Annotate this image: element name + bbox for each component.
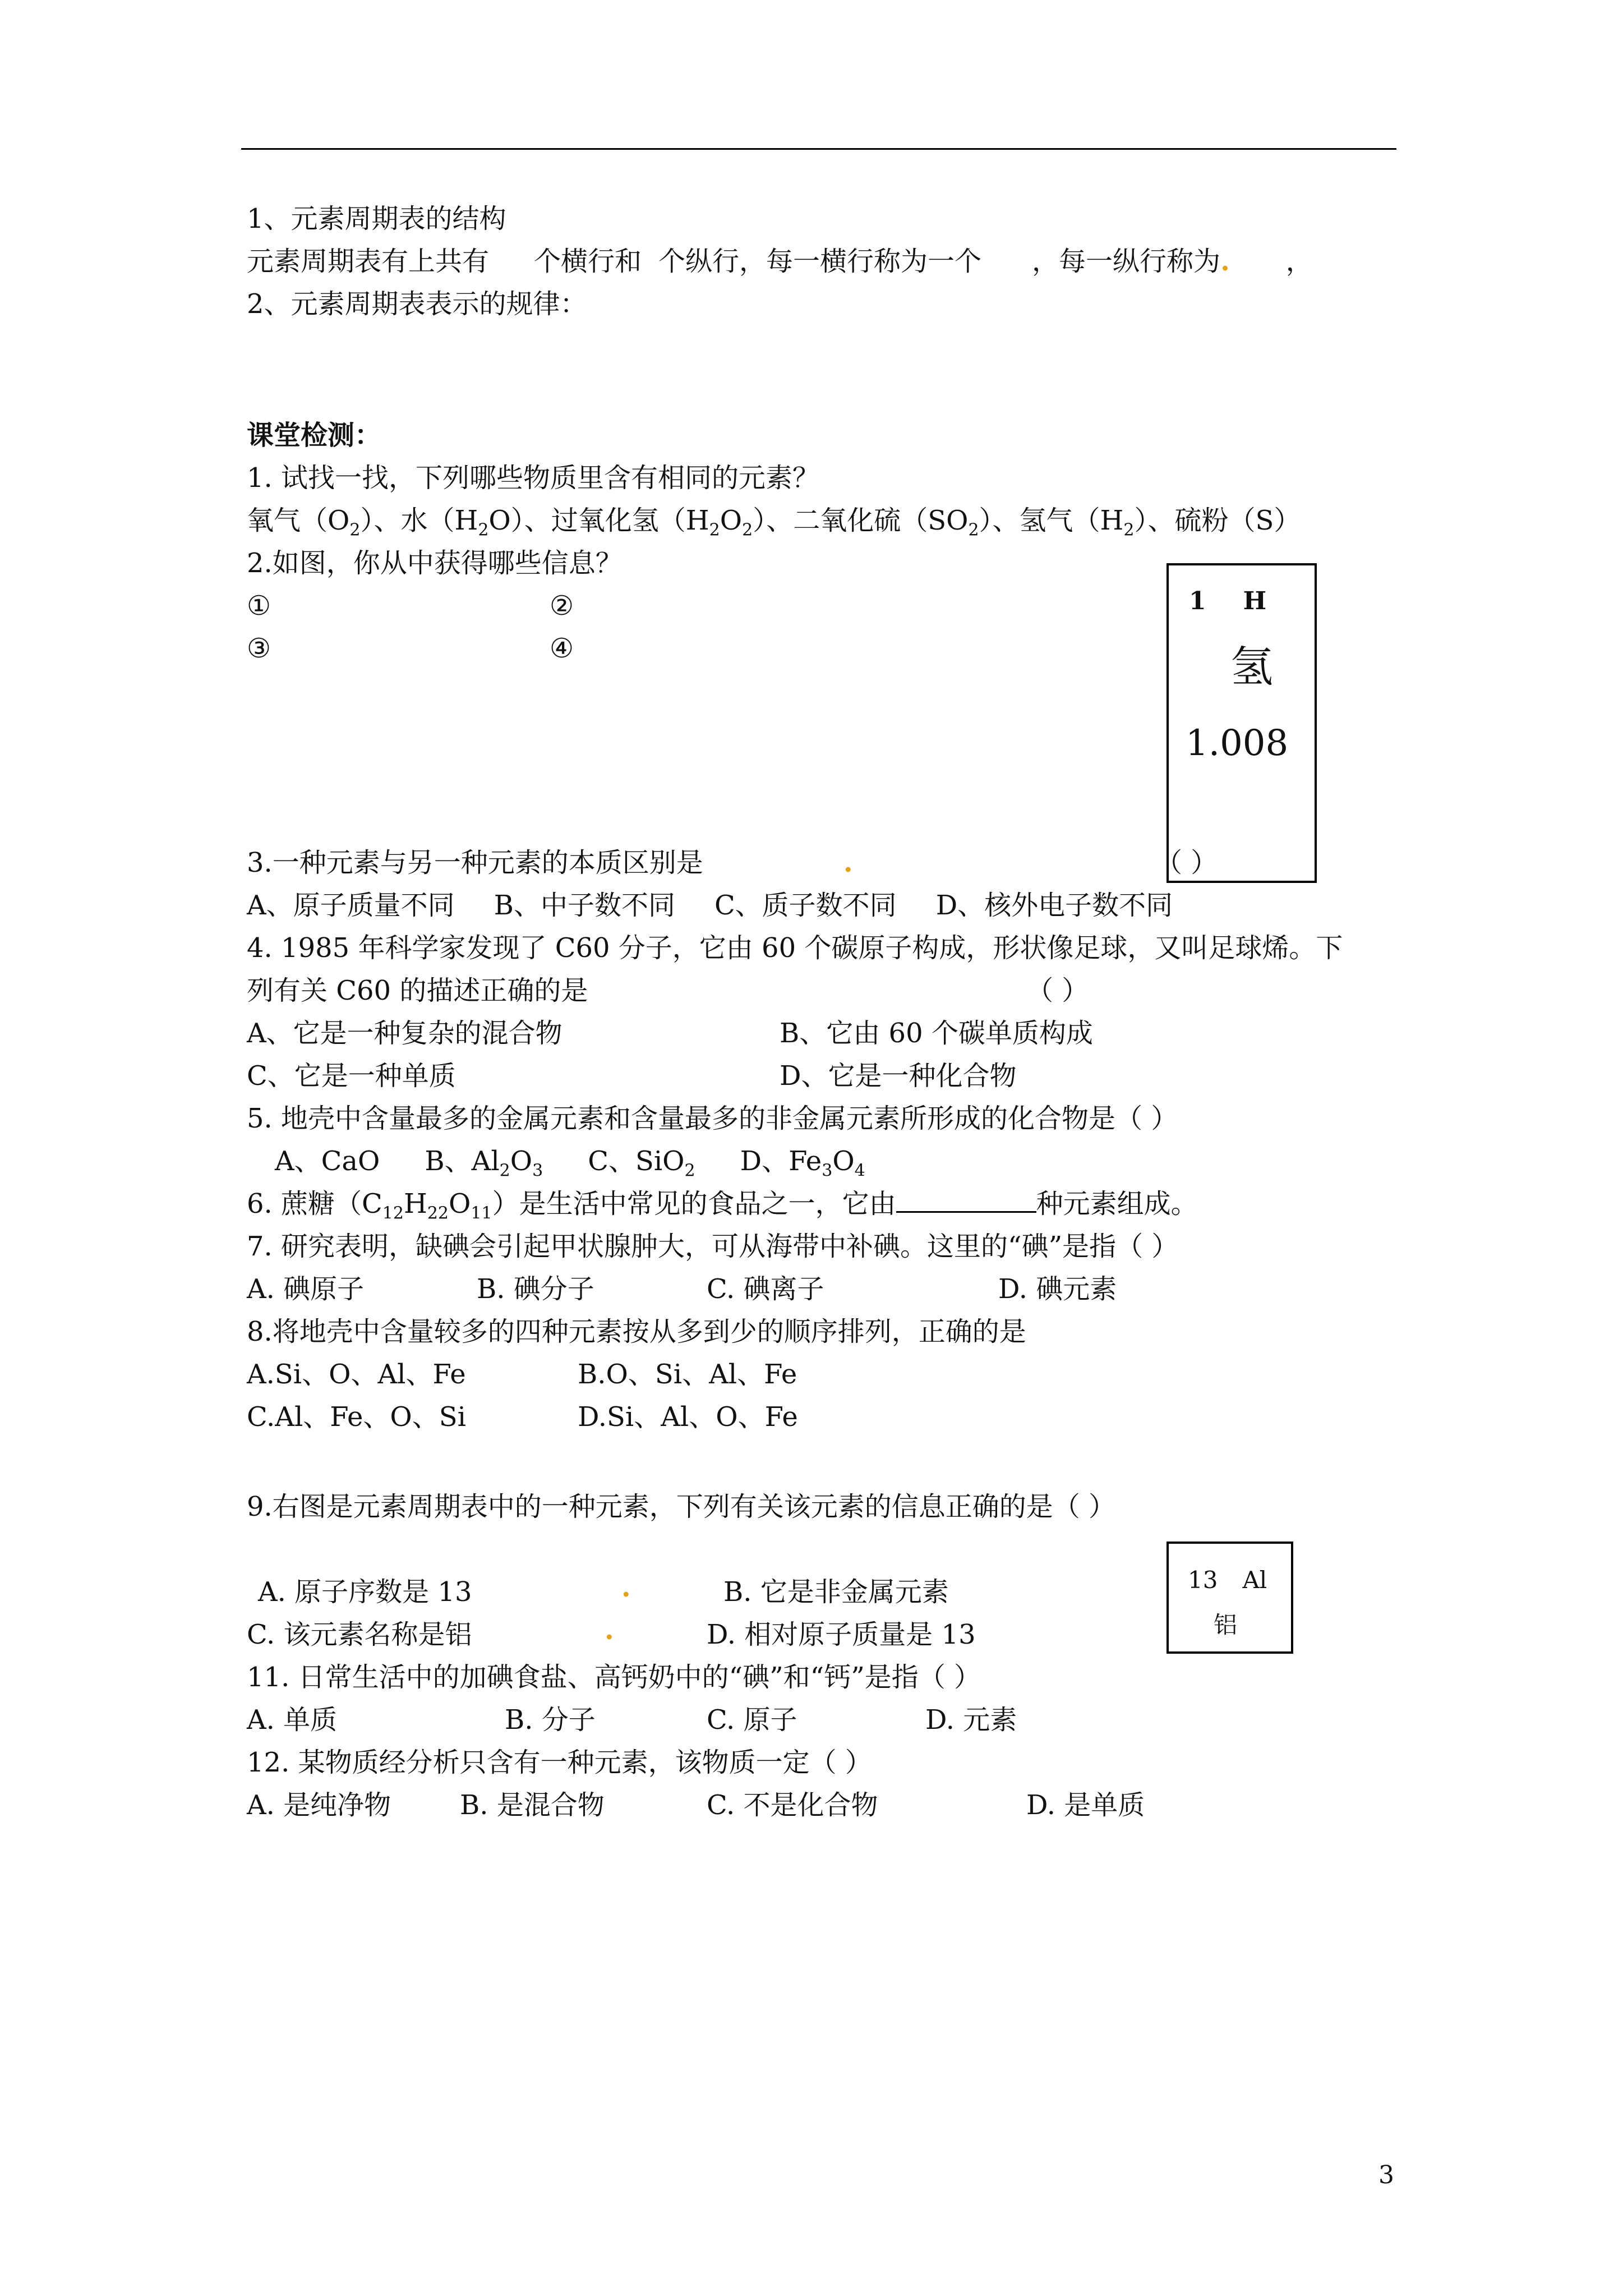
- answer-mark-1: ①: [247, 590, 271, 622]
- question-11-option-b: B. 分子: [505, 1704, 596, 1736]
- question-12-option-d: D. 是单质: [1026, 1789, 1145, 1821]
- element-card-hydrogen: [1166, 563, 1317, 883]
- page-number: 3: [1378, 2161, 1394, 2189]
- question-7: 7. 研究表明，缺碘会引起甲状腺肿大，可从海带中补碘。这里的“碘”是指（ ）: [247, 1231, 1179, 1262]
- quiz-heading: 课堂检测：: [247, 420, 382, 451]
- question-9-option-b: B. 它是非金属元素: [723, 1576, 949, 1608]
- element-card-aluminium: [1166, 1542, 1293, 1654]
- question-4-line-2: 列有关 C60 的描述正确的是: [247, 975, 588, 1006]
- question-7-option-c: C. 碘离子: [707, 1273, 824, 1305]
- option-c: C、SiO$_2$: [588, 1145, 695, 1181]
- question-9-option-a: A. 原子序数是 13: [258, 1576, 472, 1608]
- option-a: A、CaO: [275, 1145, 380, 1177]
- question-7-option-a: A. 碘原子: [247, 1273, 365, 1305]
- question-5-options: [275, 1145, 865, 1187]
- question-8-option-b: B.O、Si、Al、Fe: [578, 1359, 797, 1390]
- question-12-option-b: B. 是混合物: [460, 1789, 605, 1821]
- question-5: 5. 地壳中含量最多的金属元素和含量最多的非金属元素所形成的化合物是（ ）: [247, 1103, 1178, 1134]
- fill-blank[interactable]: [896, 1189, 1036, 1213]
- element-number: 13: [1188, 1566, 1218, 1594]
- question-11: 11. 日常生活中的加碘食盐、高钙奶中的“碘”和“钙”是指（ ）: [247, 1662, 981, 1693]
- question-9-option-c: C. 该元素名称是铝: [247, 1619, 472, 1650]
- element-symbol: H: [1243, 587, 1267, 615]
- question-9: 9.右图是元素周期表中的一种元素，下列有关该元素的信息正确的是（ ）: [247, 1491, 1116, 1522]
- question-8: 8.将地壳中含量较多的四种元素按从多到少的顺序排列，正确的是: [247, 1316, 1026, 1347]
- question-3: 3.一种元素与另一种元素的本质区别是 .: [247, 847, 853, 878]
- question-8-option-a: A.Si、O、Al、Fe: [247, 1359, 466, 1390]
- option-a: A、原子质量不同: [247, 890, 455, 921]
- question-9-option-d: D. 相对原子质量是 13: [707, 1619, 976, 1650]
- question-6: 6. 蔗糖$(C_{12}H_{22}O_{11})$是生活中常见的食品之一，它由 种元素组成。: [247, 1188, 1198, 1223]
- section-1-fill-line: 元素周期表有上共有 个横行和 个纵行，每一横行称为一个 ，每一纵行称为. ，: [247, 246, 1313, 277]
- question-11-option-d: D. 元素: [925, 1704, 1017, 1736]
- question-12: 12. 某物质经分析只含有一种元素，该物质一定（ ）: [247, 1747, 872, 1778]
- question-8-option-c: C.Al、Fe、O、Si: [247, 1401, 466, 1433]
- option-b: B、中子数不同: [494, 890, 675, 921]
- option-d: D、核外电子数不同: [935, 890, 1173, 921]
- element-symbol: Al: [1242, 1566, 1267, 1594]
- question-2: 2.如图，你从中获得哪些信息？: [247, 547, 623, 579]
- question-7-option-d: D. 碘元素: [998, 1273, 1117, 1305]
- question-4-option-b: B、它由 60 个碳单质构成: [780, 1018, 1093, 1049]
- element-number: 1: [1189, 587, 1206, 615]
- question-4-line-1: 4. 1985 年科学家发现了 C60 分子，它由 60 个碳原子构成，形状像足球，又叫足球烯。下: [247, 932, 1343, 964]
- question-3-paren: （ ）: [1155, 847, 1218, 878]
- element-name: 氢: [1230, 642, 1273, 692]
- section-2-title: 2、元素周期表表示的规律：: [247, 288, 587, 320]
- question-1: 1. 试找一找，下列哪些物质里含有相同的元素？: [247, 462, 820, 494]
- option-b: B、$Al_2O_3$: [425, 1145, 543, 1181]
- option-c: C、质子数不同: [714, 890, 897, 921]
- answer-mark-4: ④: [550, 633, 574, 664]
- answer-mark-3: ③: [247, 633, 271, 664]
- question-4-paren: （ ）: [1026, 975, 1089, 1006]
- question-11-option-c: C. 原子: [707, 1704, 797, 1736]
- option-d: D、$Fe_3O_4$: [740, 1145, 865, 1181]
- section-1-title: 1、元素周期表的结构: [247, 203, 506, 234]
- element-mass: 1.008: [1186, 723, 1289, 764]
- question-3-options: [247, 890, 1173, 921]
- element-name: 铝: [1214, 1611, 1238, 1639]
- question-12-option-a: A. 是纯净物: [247, 1789, 391, 1821]
- question-4-option-c: C、它是一种单质: [247, 1060, 456, 1092]
- question-7-option-b: B. 碘分子: [477, 1273, 594, 1305]
- question-1-substances: 氧气$(O_2)$、水$(H_2O)$、过氧化氢$(H_2O_2)$、二氧化硫$(SO_2)$、氢气$(H_2)$、硫粉（S）: [247, 505, 1301, 540]
- question-4-option-d: D、它是一种化合物: [780, 1060, 1017, 1092]
- question-4-option-a: A、它是一种复杂的混合物: [247, 1018, 562, 1049]
- question-11-option-a: A. 单质: [247, 1704, 338, 1736]
- question-8-option-d: D.Si、Al、O、Fe: [578, 1401, 798, 1433]
- question-12-option-c: C. 不是化合物: [707, 1789, 878, 1821]
- answer-mark-2: ②: [550, 590, 574, 622]
- header-rule: [241, 148, 1396, 150]
